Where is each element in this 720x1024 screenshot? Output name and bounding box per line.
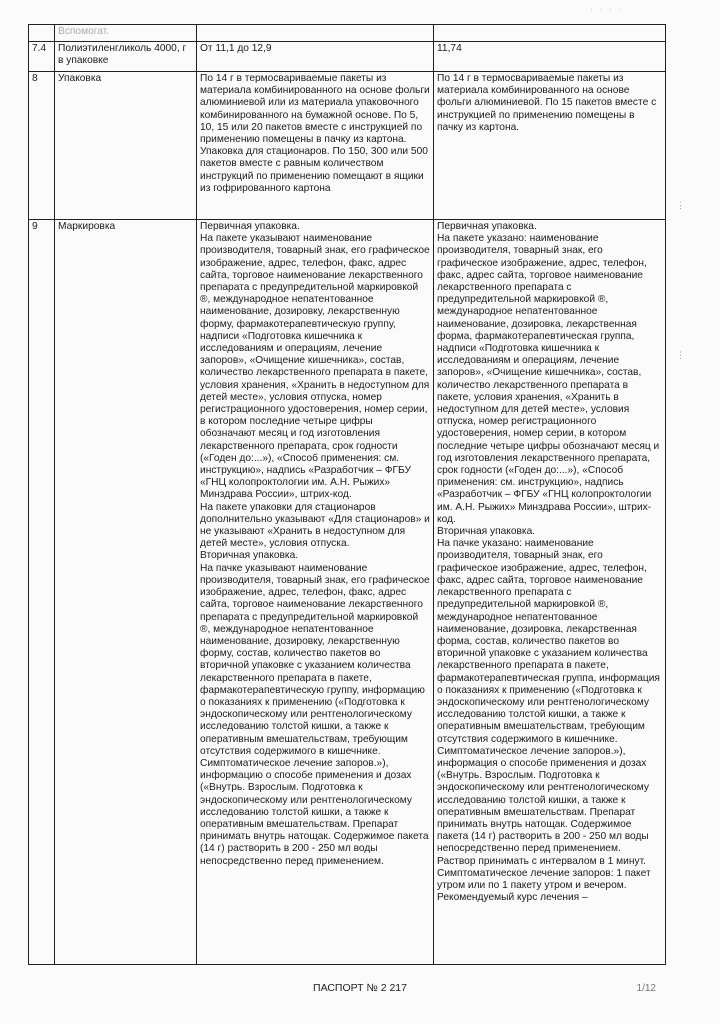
row-spec [197, 220, 434, 965]
paragraph: Вторичная упаковка. [437, 526, 536, 538]
row-fact [434, 220, 666, 965]
fact-text-block [437, 221, 662, 963]
table-row [29, 72, 666, 220]
paragraph: На пакете указывают наименование производителя, товарный знак, его графическое изображение, адрес, телефон, факс, адрес сайта, торговое наименование лекарственного препарата с предупредительной маркировкой ®, международное непатентованное наименование, дозировку, лекарственную форму, фармакотерапевтическую группу, надписи «Подготовка кишечника к исследованиям и операциям, лечение запоров», «Очищение кишечника», состав, количество лекарственного препарата в пакете, условия хранения, «Хранить в недоступном для детей месте», условия отпуска, номер регистрационного удостоверения, номер серии, в котором последние четыре цифры обозначают месяц и год изготовления лекарственного препарата, срок годности («Годен до:...»), «Способ применения: см. инструкцию», надпись «Разработчик – ФГБУ «ГНЦ колопроктологии им. А.Н. Рыжих» Минздрава России», штрих-код. [200, 233, 430, 501]
table-row-top-cut [29, 25, 666, 42]
row-fact: 11,74 [434, 42, 666, 72]
row-spec: По 14 г в термосвариваемые пакеты из материала комбинированного на основе фольги алюминиевой или из материала упаковочного комбинированного на бумажной основе. По 5, 10, 15 или 20 пакетов вместе с инструкцией по применению помещены в пачку из картона. Упаковка для стационаров. По 150, 300 или 500 пакетов вместе с равным количеством инструкций по применению помещают в ящики из гофрированного картона [197, 72, 434, 220]
paragraph: Вторичная упаковка. [200, 550, 299, 562]
paragraph: Симптоматическое лечение запоров.»), информация о способе применения и дозах («Внутрь. Взрослым. Подготовка к эндоскопическому или рентгенологическому исследованию толстой кишки, а также к оперативным вмешательствам. Препарат принимать внутрь натощак. Содержимое пакета (14 г) растворить в 200 - 250 мл воды непосредственно перед применением. Раствор принимать с интервалом в 1 минут. [437, 745, 649, 867]
margin-scan-noise: ⋮ [676, 200, 685, 210]
paragraph: Симптоматическое лечение запоров.»), информацию о способе применения и дозах («Внутрь. Взрослым. Подготовка к эндоскопическому или рентгенологическому исследованию толстой кишки, а также к оперативным вмешательствам. Препарат принимать внутрь натощак. Содержимое пакета (14 г) растворить в 200 - 250 мл воды непосредственно перед применением. [200, 757, 429, 867]
row-name: Полиэтиленгликоль 4000, г в упаковке [55, 42, 197, 72]
paragraph: Симптоматическое лечение запоров: 1 пакет утром или по 1 пакету утром и вечером. Рекомендуемый курс лечения – [437, 867, 651, 904]
paragraph: На пачке указывают наименование производителя, товарный знак, его графическое изображение, адрес, телефон, факс, адрес сайта, торговое наименование лекарственного препарата с предупредительной маркировкой ®, международное непатентованное наименование, дозировку, лекарственную форму, состав, количество пакетов во вторичной упаковке с указанием количества лекарственного препарата в пакете, фармакотерапевтическую группу, информацию о показаниях к применению («Подготовка к эндоскопическому или рентгенологическому исследованию толстой кишки, а также к оперативным вмешательствам, требующим отсутствия содержимого в кишечнике. [200, 562, 430, 757]
table-row [29, 220, 666, 965]
row-fact: По 14 г в термосвариваемые пакеты из материала комбинированного на основе фольги алюминиевой. По 15 пакетов вместе с инструкцией по применению помещены в пачку из картона. [434, 72, 666, 220]
row-number: 8 [29, 72, 55, 220]
page-number-mark: 1/12 [636, 983, 656, 994]
margin-scan-noise: ⋮ [676, 350, 685, 360]
paragraph: На пакете упаковки для стационаров дополнительно указывают «Для стационаров» и не указывают «Хранить в недоступном для детей месте», условия отпуска. [200, 501, 430, 550]
header-smudge: · · · · [590, 4, 624, 14]
row-number: 7.4 [29, 42, 55, 72]
passport-table [28, 24, 666, 965]
paragraph: Первичная упаковка. [437, 221, 537, 232]
spec-text-block [200, 221, 430, 963]
row-name: Маркировка [55, 220, 197, 965]
paragraph: На пакете указано: наименование производителя, товарный знак, его графическое изображение, адрес, телефон, факс, адрес сайта, торговое наименование лекарственного препарата с предупредительной маркировкой ®, международное непатентованное наименование, дозировка, лекарственная форма, фармакотерапевтическая группа, надписи «Подготовка кишечника к исследованиям и операциям, лечение запоров», «Очищение кишечника», состав, количество лекарственного препарата в пакете, условия хранения, «Хранить в недоступном для детей месте», условия отпуска, номер регистрационного удостоверения, номер серии, в котором последние четыре цифры обозначают месяц и год изготовления лекарственного препарата, срок годности («Годен до:...»), «Способ применения: см. инструкцию», надпись «Разработчик – ФГБУ «ГНЦ колопроктологии им. А.Н. Рыжих» Минздрава России», штрих-код. [437, 233, 660, 525]
paragraph: Первичная упаковка. [200, 221, 300, 232]
row-name: Упаковка [55, 72, 197, 220]
row-spec: От 11,1 до 12,9 [197, 42, 434, 72]
page-footer: ПАСПОРТ № 2 217 [313, 982, 407, 994]
paragraph: На пачке указано: наименование производителя, товарный знак, его графическое изображение, адрес, телефон, факс, адрес сайта, торговое наименование лекарственного препарата с предупредительной маркировкой ®, международное непатентованное наименование, дозировка, лекарственная форма, состав, количество пакетов во вторичной упаковке с указанием количества лекарственного препарата в пакете, фармакотерапевтическая группа, информация о показаниях к применению («Подготовка к эндоскопическому или рентгенологическому исследованию толстой кишки, а также к оперативным вмешательствам, требующим отсутствия содержимого в кишечнике. [437, 538, 660, 745]
row-number: 9 [29, 220, 55, 965]
table-row [29, 42, 666, 72]
cut-row-label: Вспомогат. [55, 25, 197, 42]
